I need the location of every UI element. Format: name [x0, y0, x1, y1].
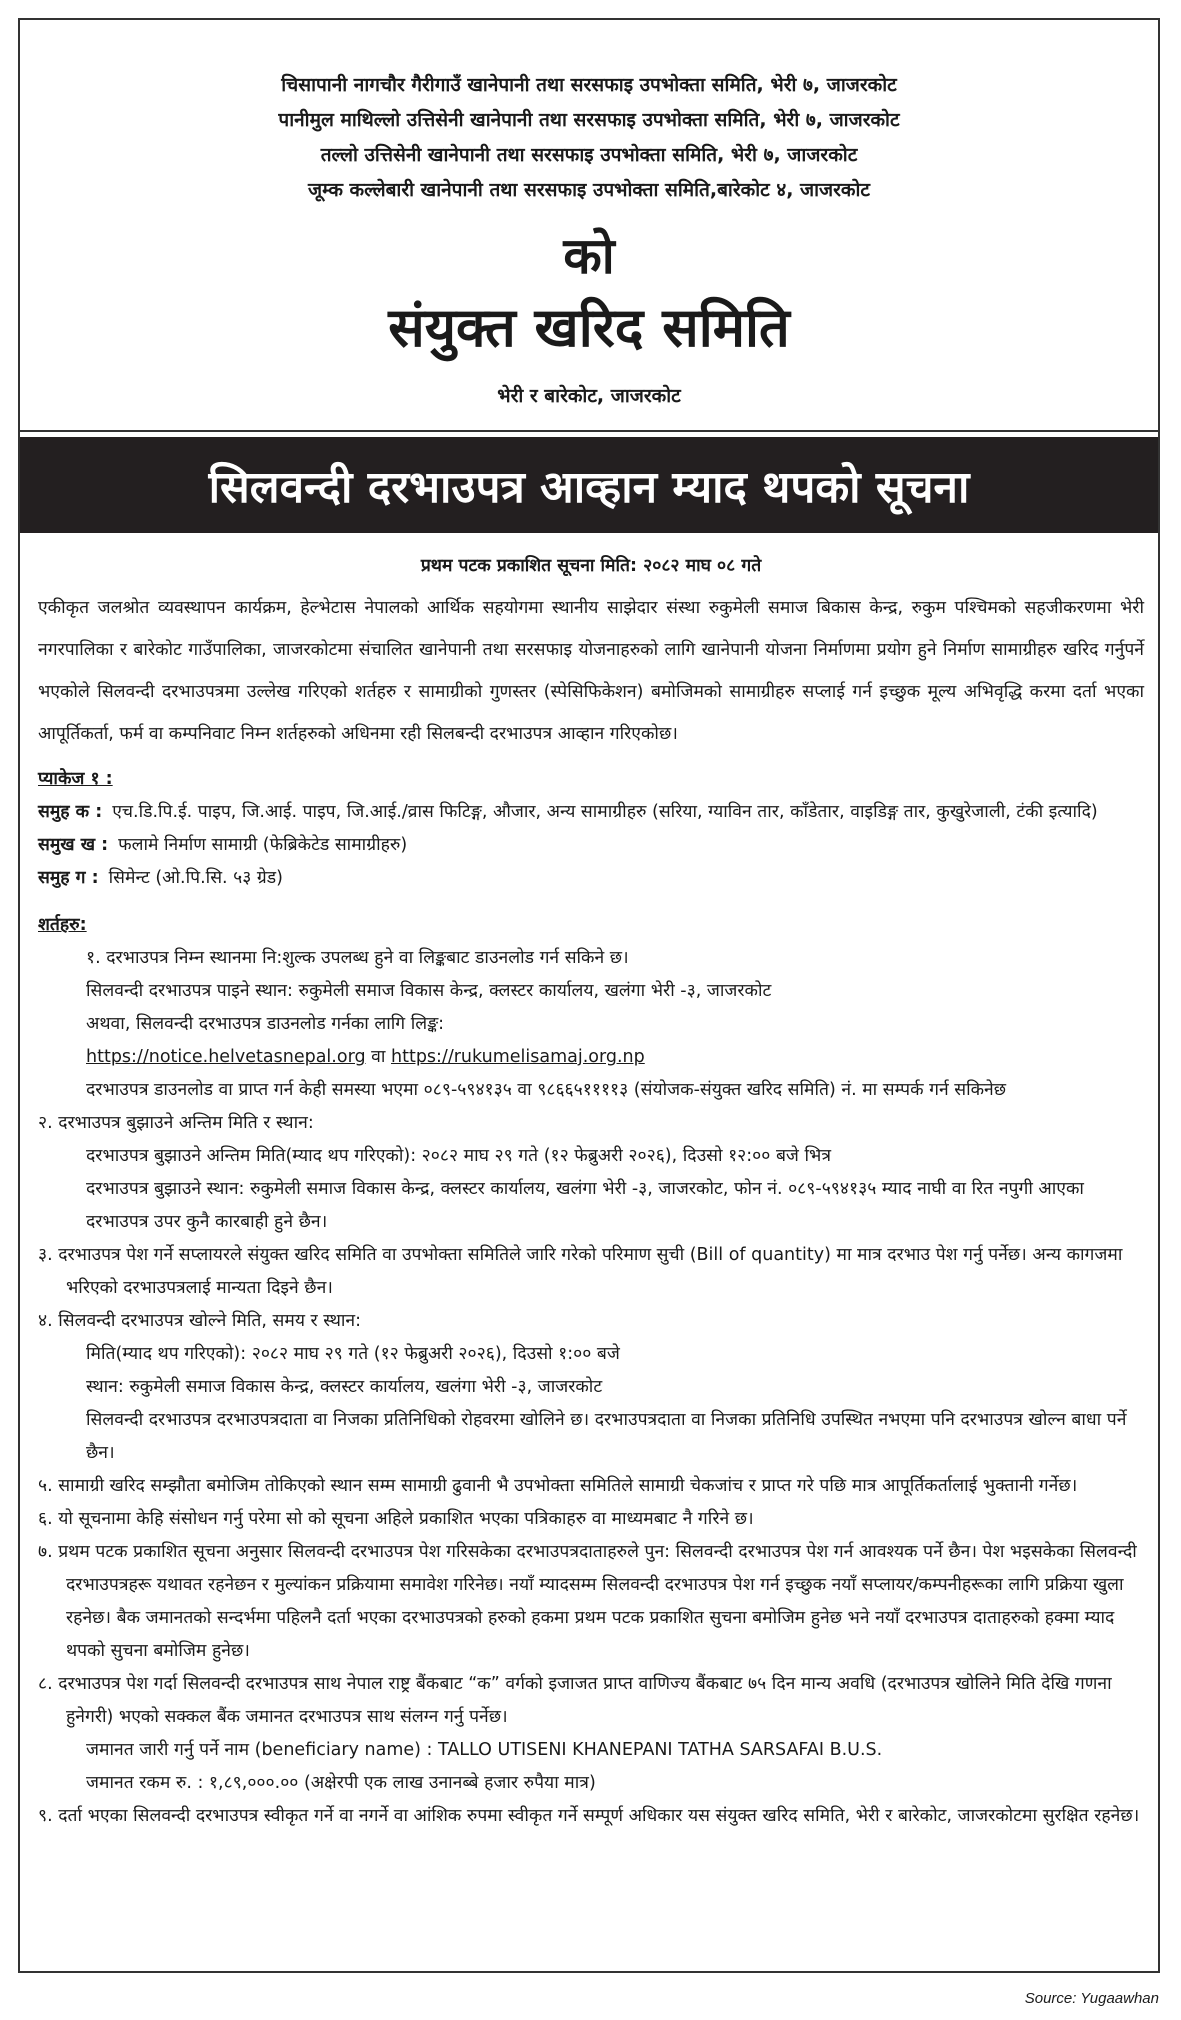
condition-text: २. दरभाउपत्र बुझाउने अन्तिम मिति र स्थान:: [38, 1113, 314, 1133]
guarantee-amount: जमानत रकम रु. : १,८९,०००.०० (अक्षेरपी एक लाख उनानब्बे हजार रुपैया मात्र): [86, 1773, 596, 1793]
notice-banner: सिलवन्दी दरभाउपत्र आव्हान म्याद थपको सूचना: [20, 437, 1158, 533]
condition-6: ६. यो सूचनामा केहि संसोधन गर्नु परेमा सो को सूचना अहिले प्रकाशित भएका पत्रिकाहरु वा माध्यमबाट नै गरिने छ।: [38, 1509, 754, 1529]
group-label: समुह क :: [38, 802, 103, 822]
condition-1: [38, 942, 1144, 1107]
committee-title: संयुक्त खरिद समिति: [388, 296, 790, 359]
organization-name: तल्लो उत्तिसेनी खानेपानी तथा सरसफाइ उपभोक्ता समिति, भेरी ७, जाजरकोट: [320, 144, 858, 166]
organization-list: [20, 68, 1158, 208]
first-published-date: प्रथम पटक प्रकाशित सूचना मिति: २०८२ माघ ०८ गते: [420, 556, 762, 576]
notice-body: [38, 550, 1144, 1833]
condition-text: स्थान: रुकुमेली समाज विकास केन्द्र, क्लस्टर कार्यालय, खलंगा भेरी -३, जाजरकोट: [86, 1377, 603, 1397]
condition-5: ५. सामाग्री खरिद सम्झौता बमोजिम तोकिएको स्थान सम्म सामाग्री ढुवानी भै उपभोक्ता समितिले सामाग्री चेकजांच र प्राप्त गरे पछि मात्र आपूर्तिकर्तालाई भुक्तानी गर्नेछ।: [38, 1476, 1078, 1496]
condition-text: दरभाउपत्र बुझाउने स्थान: रुकुमेली समाज विकास केन्द्र, क्लस्टर कार्यालय, खलंगा भेरी -३, जाजरकोट, फोन नं. ०८९-५९४१३५ म्याद नाघी वा रित नपुगी आएका दरभाउपत्र उपर कुनै कारबाही हुने छैन।: [86, 1179, 1084, 1232]
group-text: सिमेन्ट (ओ.पि.सि. ५३ ग्रेड): [108, 868, 283, 888]
condition-text: ४. सिलवन्दी दरभाउपत्र खोल्ने मिति, समय र स्थान:: [38, 1311, 362, 1331]
divider: [20, 430, 1158, 432]
condition-text: अथवा, सिलवन्दी दरभाउपत्र डाउनलोड गर्नका लागि लिङ्क:: [86, 1014, 445, 1034]
package-title: प्याकेज १ :: [38, 769, 113, 789]
condition-4: [38, 1305, 1144, 1470]
condition-text: दरभाउपत्र बुझाउने अन्तिम मिति(म्याद थप गरिएको): २०८२ माघ २९ गते (१२ फेब्रुअरी २०२६), दिउसो १२:०० बजे भित्र: [86, 1146, 831, 1166]
committee-place: भेरी र बारेकोट, जाजरकोट: [497, 385, 681, 407]
intro-paragraph: एकीकृत जलश्रोत व्यवस्थापन कार्यक्रम, हेल्भेटास नेपालको आर्थिक सहयोगमा स्थानीय साझेदार संस्था रुकुमेली समाज बिकास केन्द्र, रुकुम पश्चिमको सहजीकरणमा भेरी नगरपालिका र बारेकोट गाउँपालिका, जाजरकोटमा संचालित खानेपानी तथा सरसफाइ योजनाहरुको लागि खानेपानी योजना निर्माणमा प्रयोग हुने निर्माण सामाग्रीहरु खरिद गर्नुपर्ने भएकोले सिलवन्दी दरभाउपत्रमा उल्लेख गरिएको शर्तहरु र सामाग्रीको गुणस्तर (स्पेसिफिकेशन) बमोजिमको सामाग्रीहरु सप्लाई गर्न इच्छुक मूल्य अभिवृद्धि करमा दर्ता भएका आपूर्तिकर्ता, फर्म वा कम्पनिवाट निम्न शर्तहरुको अधिनमा रही सिलबन्दी दरभाउपत्र आव्हान गरिएकोछ।: [38, 598, 1144, 744]
organization-name: पानीमुल माथिल्लो उत्तिसेनी खानेपानी तथा सरसफाइ उपभोक्ता समिति, भेरी ७, जाजरकोट: [278, 109, 900, 131]
beneficiary-name: जमानत जारी गर्नु पर्ने नाम (beneficiary name) : TALLO UTISENI KHANEPANI TATHA SARSAFAI B.U.S.: [86, 1740, 883, 1760]
condition-text: ८. दरभाउपत्र पेश गर्दा सिलवन्दी दरभाउपत्र साथ नेपाल राष्ट्र बैंकबाट “क” वर्गको इजाजत प्राप्त वाणिज्य बैंकबाट ७५ दिन मान्य अवधि (दरभाउपत्र खोलिने मिति देखि गणना हुनेगरी) भएको सक्कल बैंक जमानत दरभाउपत्र साथ संलग्न गर्नु पर्नेछ।: [38, 1674, 1112, 1727]
or-text: वा: [371, 1047, 386, 1067]
condition-3: ३. दरभाउपत्र पेश गर्ने सप्लायरले संयुक्त खरिद समिति वा उपभोक्ता समितिले जारि गरेको परिमाण सुची (Bill of quantity) मा मात्र दरभाउ पेश गर्नु पर्नेछ। अन्य कागजमा भरिएको दरभाउपत्रलाई मान्यता दिइने छैन।: [38, 1245, 1123, 1298]
package-group: [38, 829, 1144, 862]
notice-frame: [18, 18, 1160, 1973]
package-group: [38, 796, 1144, 829]
condition-2: [38, 1107, 1144, 1239]
group-text: एच.डि.पि.ई. पाइप, जि.आई. पाइप, जि.आई./व्रास फिटिङ्ग, औजार, अन्य सामाग्रीहरु (सरिया, ग्याविन तार, काँडेतार, वाइडिङ्ग तार, कुखुरेजाली, टंकी इत्यादि): [112, 802, 1098, 822]
condition-text: १. दरभाउपत्र निम्न स्थानमा नि:शुल्क उपलब्ध हुने वा लिङ्कबाट डाउनलोड गर्न सकिने छ।: [86, 948, 629, 968]
source-credit: Source: Yugaawhan: [1024, 1990, 1159, 2007]
group-text: फलामे निर्माण सामाग्री (फेब्रिकेटेड सामाग्रीहरु): [118, 835, 408, 855]
group-label: समुख ख :: [38, 835, 109, 855]
condition-7: ७. प्रथम पटक प्रकाशित सूचना अनुसार सिलवन्दी दरभाउपत्र पेश गरिसकेका दरभाउपत्रदाताहरुले पुन: सिलवन्दी दरभाउपत्र पेश गर्न आवश्यक पर्ने छैन। पेश भइसकेका सिलवन्दी दरभाउपत्रहरू यथावत रहनेछन र मुल्यांकन प्रक्रियामा समावेश गरिनेछ। नयाँ म्यादसम्म सिलवन्दी दरभाउपत्र पेश गर्न इच्छुक नयाँ सप्लायर/कम्पनीहरूका लागि प्रक्रिया खुला रहनेछ। बैक जमानतको सन्दर्भमा पहिलनै दर्ता भएका दरभाउपत्रको हरुको हकमा प्रथम पटक प्रकाशित सुचना बमोजिम हुनेछ भने नयाँ दरभाउपत्र दाताहरुको हक्मा म्याद थपको सुचना बमोजिम हुनेछ।: [38, 1542, 1137, 1661]
condition-text: मिति(म्याद थप गरिएको): २०८२ माघ २९ गते (१२ फेब्रुअरी २०२६), दिउसो १:०० बजे: [86, 1344, 620, 1364]
conditions-title: शर्तहरु:: [38, 915, 87, 935]
condition-text: सिलवन्दी दरभाउपत्र दरभाउपत्रदाता वा निजका प्रतिनिधिको रोहवरमा खोलिने छ। दरभाउपत्रदाता वा निजका प्रतिनिधि उपस्थित नभएमा पनि दरभाउपत्र खोल्न बाधा पर्ने छैन।: [86, 1410, 1127, 1463]
rukumeli-link[interactable]: https://rukumelisamaj.org.np: [391, 1047, 645, 1067]
helvetas-link[interactable]: https://notice.helvetasnepal.org: [86, 1047, 366, 1067]
organization-name: चिसापानी नागचौर गैरीगाउँ खानेपानी तथा सरसफाइ उपभोक्ता समिति, भेरी ७, जाजरकोट: [281, 74, 897, 96]
organization-name: जूम्क कल्लेबारी खानेपानी तथा सरसफाइ उपभोक्ता समिति,बारेकोट ४, जाजरकोट: [307, 179, 871, 201]
condition-8: [38, 1668, 1144, 1800]
condition-9: ९. दर्ता भएका सिलवन्दी दरभाउपत्र स्वीकृत गर्ने वा नगर्ने वा आंशिक रुपमा स्वीकृत गर्ने सम्पूर्ण अधिकार यस संयुक्त खरिद समिति, भेरी र बारेकोट, जाजरकोटमा सुरक्षित रहनेछ।: [38, 1806, 1140, 1826]
condition-text: दरभाउपत्र डाउनलोड वा प्राप्त गर्न केही समस्या भएमा ०८९-५९४१३५ वा ९८६६५११११३ (संयोजक-संयुक्त खरिद समिति) नं. मा सम्पर्क गर्न सकिनेछ: [86, 1080, 1007, 1100]
group-label: समुह ग :: [38, 868, 99, 888]
package-group: [38, 862, 1144, 895]
condition-text: सिलवन्दी दरभाउपत्र पाइने स्थान: रुकुमेली समाज विकास केन्द्र, क्लस्टर कार्यालय, खलंगा भेरी -३, जाजरकोट: [86, 981, 772, 1001]
header-ko: को: [563, 227, 615, 285]
download-links: [86, 1041, 1144, 1074]
